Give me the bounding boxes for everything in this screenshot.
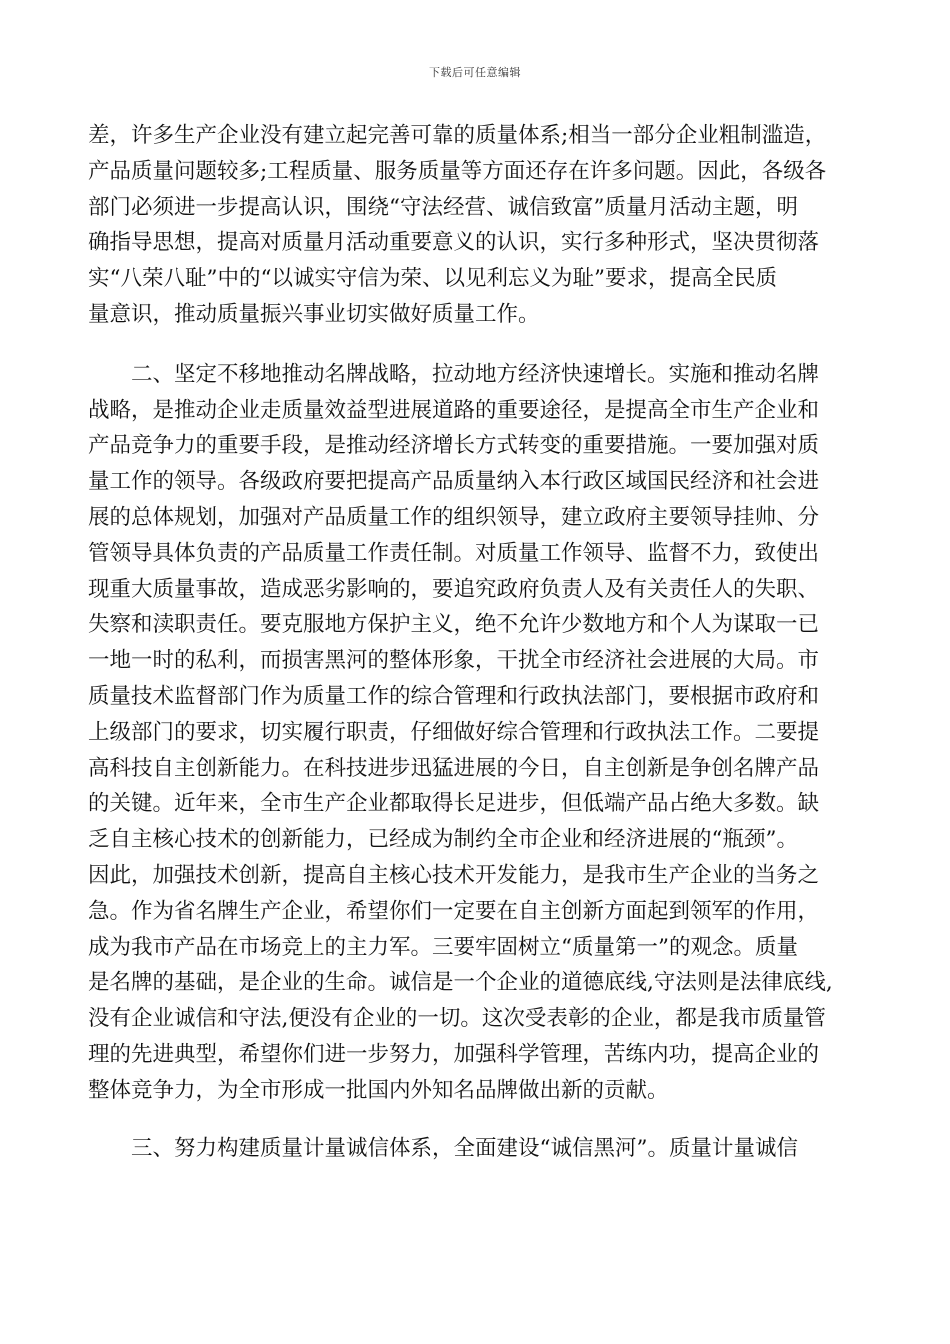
text-line: 量工作的领导。各级政府要把提高产品质量纳入本行政区域国民经济和社会进 — [88, 469, 820, 495]
paragraph-spacer — [88, 333, 862, 357]
text-line: 理的先进典型，希望你们进一步努力，加强科学管理，苦练内功，提高企业的 — [88, 1041, 820, 1067]
text-line: 乏自主核心技术的创新能力，已经成为制约全市企业和经济进展的“瓶颈”。 — [88, 827, 798, 853]
text-line: 的关键。近年来，全市生产企业都取得长足进步，但低端产品占绝大多数。缺 — [88, 791, 820, 817]
text-line: 整体竞争力，为全市形成一批国内外知名品牌做出新的贡献。 — [88, 1077, 669, 1103]
text-line: 产品质量问题较多;工程质量、服务质量等方面还存在许多问题。因此，各级各 — [88, 158, 827, 184]
paragraph — [88, 1131, 862, 1167]
text-line: 部门必须进一步提高认识，围绕“守法经营、诚信致富”质量月活动主题，明 — [88, 194, 798, 220]
text-line: 没有企业诚信和守法,便没有企业的一切。这次受表彰的企业，都是我市质量管 — [88, 1006, 826, 1032]
text-line: 一地一时的私利，而损害黑河的整体形象，干扰全市经济社会进展的大局。市 — [88, 648, 820, 674]
page-header: 下载后可任意编辑 — [429, 66, 521, 79]
text-line: 差，许多生产企业没有建立起完善可靠的质量体系;相当一部分企业粗制滥造， — [88, 123, 827, 148]
text-line: 确指导思想，提高对质量月活动重要意义的认识，实行多种形式，坚决贯彻落 — [88, 230, 820, 256]
text-line: 实“八荣八耻”中的“以诚实守信为荣、以见利忘义为耻”要求，提高全民质 — [88, 266, 777, 292]
text-line: 产品竞争力的重要手段，是推动经济增长方式转变的重要措施。一要加强对质 — [88, 433, 820, 459]
text-line: 现重大质量事故，造成恶劣影响的，要追究政府负责人及有关责任人的失职、 — [88, 576, 820, 602]
text-line: 因此，加强技术创新，提高自主核心技术开发能力，是我市生产企业的当务之 — [88, 862, 820, 888]
paragraph-spacer — [88, 1109, 862, 1131]
paragraph — [88, 118, 862, 333]
text-line: 三、努力构建质量计量诚信体系，全面建设“诚信黑河”。质量计量诚信 — [88, 1135, 798, 1161]
text-line: 二、坚定不移地推动名牌战略，拉动地方经济快速增长。实施和推动名牌 — [88, 361, 820, 387]
text-line: 失察和渎职责任。要克服地方保护主义，绝不允许少数地方和个人为谋取一已 — [88, 612, 820, 638]
text-line: 是名牌的基础，是企业的生命。诚信是一个企业的道德底线,守法则是法律底线, — [88, 970, 833, 996]
text-line: 展的总体规划，加强对产品质量工作的组织领导，建立政府主要领导挂帅、分 — [88, 504, 820, 530]
text-line: 管领导具体负责的产品质量工作责任制。对质量工作领导、监督不力，致使出 — [88, 540, 820, 566]
paragraph — [88, 357, 862, 1109]
text-line: 量意识，推动质量振兴事业切实做好质量工作。 — [88, 301, 540, 327]
text-line: 上级部门的要求，切实履行职责，仔细做好综合管理和行政执法工作。二要提 — [88, 719, 820, 745]
text-line: 战略，是推动企业走质量效益型进展道路的重要途径，是提高全市生产企业和 — [88, 397, 820, 423]
text-line: 质量技术监督部门作为质量工作的综合管理和行政执法部门，要根据市政府和 — [88, 683, 820, 709]
text-line: 急。作为省名牌生产企业，希望你们一定要在自主创新方面起到领军的作用， — [88, 898, 820, 924]
text-line: 高科技自主创新能力。在科技进步迅猛进展的今日，自主创新是争创名牌产品 — [88, 755, 820, 781]
text-line: 成为我市产品在市场竞上的主力军。三要牢固树立“质量第一”的观念。质量 — [88, 934, 798, 960]
document-body — [88, 118, 862, 1166]
